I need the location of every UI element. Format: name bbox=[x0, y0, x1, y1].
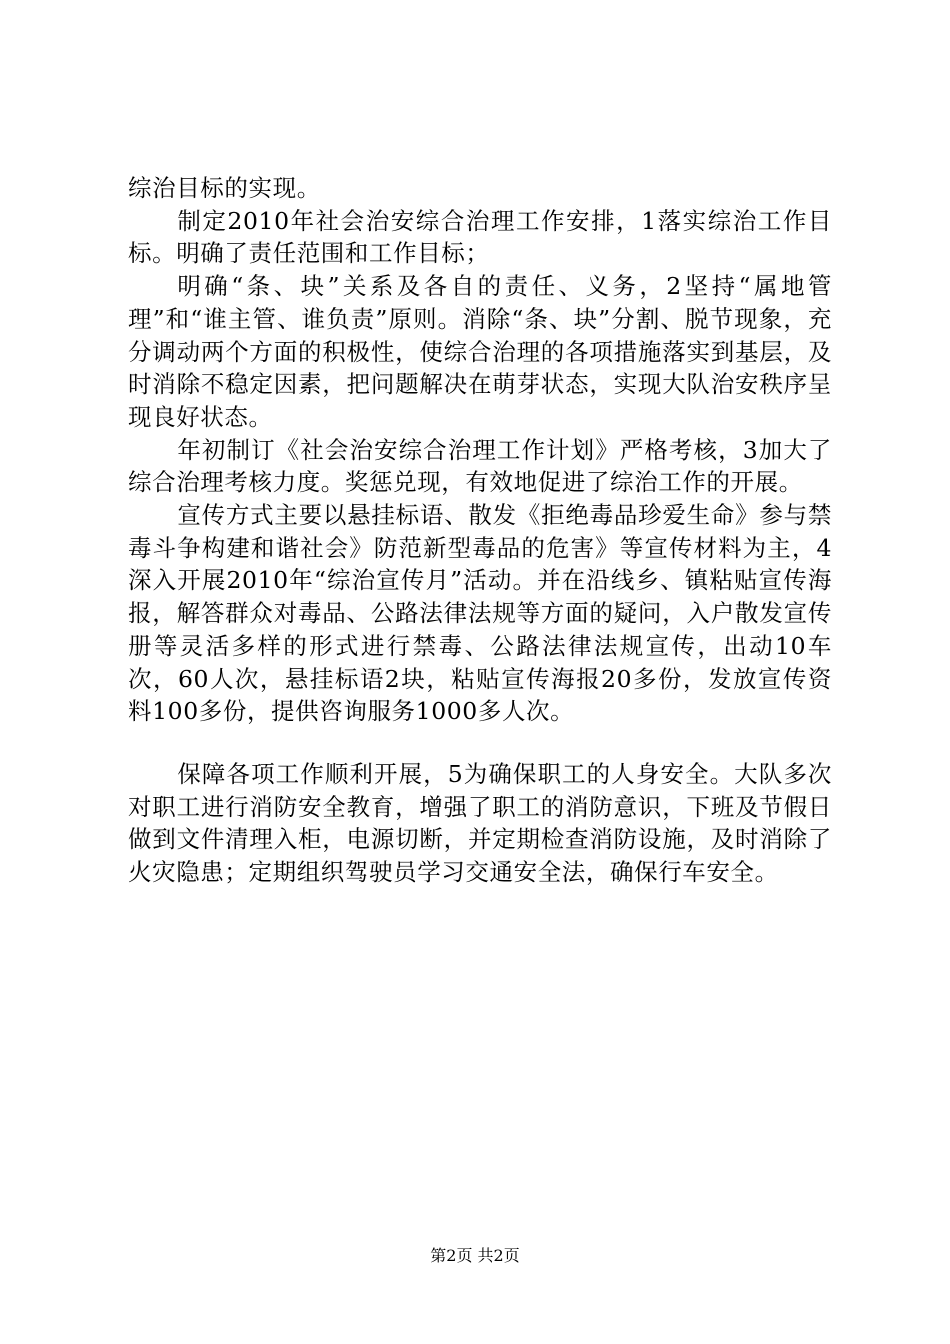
paragraph-assessment: 年初制订《社会治安综合治理工作计划》严格考核，3加大了综合治理考核力度。奖惩兑现，有效地促进了综治工作的开展。 bbox=[128, 435, 832, 497]
page-number-label: 第2页 共2页 bbox=[430, 1246, 520, 1265]
paragraph-work-plan: 制定2010年社会治安综合治理工作安排，1落实综治工作目标。明确了责任范围和工作目标； bbox=[128, 206, 832, 268]
paragraph-territorial-management: 明确“条、块”关系及各自的责任、义务，2坚持“属地管理”和“谁主管、谁负责”原则。消除“条、块”分割、脱节现象，充分调动两个方面的积极性，使综合治理的各项措施落实到基层，及时消除不稳定因素，把问题解决在萌芽状态，实现大队治安秩序呈现良好状态。 bbox=[128, 272, 832, 431]
paragraph-publicity-month: 宣传方式主要以悬挂标语、散发《拒绝毒品珍爱生命》参与禁毒斗争构建和谐社会》防范新型毒品的危害》等宣传材料为主，4深入开展2010年“综治宣传月”活动。并在沿线乡、镇粘贴宣传海报，解答群众对毒品、公路法律法规等方面的疑问，入户散发宣传册等灵活多样的形式进行禁毒、公路法律法规宣传，出动10车次，60人次，悬挂标语2块，粘贴宣传海报20多份，发放宣传资料100多份，提供咨询服务1000多人次。 bbox=[128, 501, 832, 726]
paragraph-safety: 保障各项工作顺利开展，5为确保职工的人身安全。大队多次对职工进行消防安全教育，增强了职工的消防意识，下班及节假日做到文件清理入柜，电源切断，并定期检查消防设施，及时消除了火灾隐患；定期组织驾驶员学习交通安全法，确保行车安全。 bbox=[128, 759, 832, 887]
paragraph-spacer bbox=[128, 728, 832, 758]
document-body bbox=[128, 172, 832, 889]
page-footer bbox=[0, 1244, 950, 1268]
paragraph-continuation: 综治目标的实现。 bbox=[128, 174, 321, 202]
